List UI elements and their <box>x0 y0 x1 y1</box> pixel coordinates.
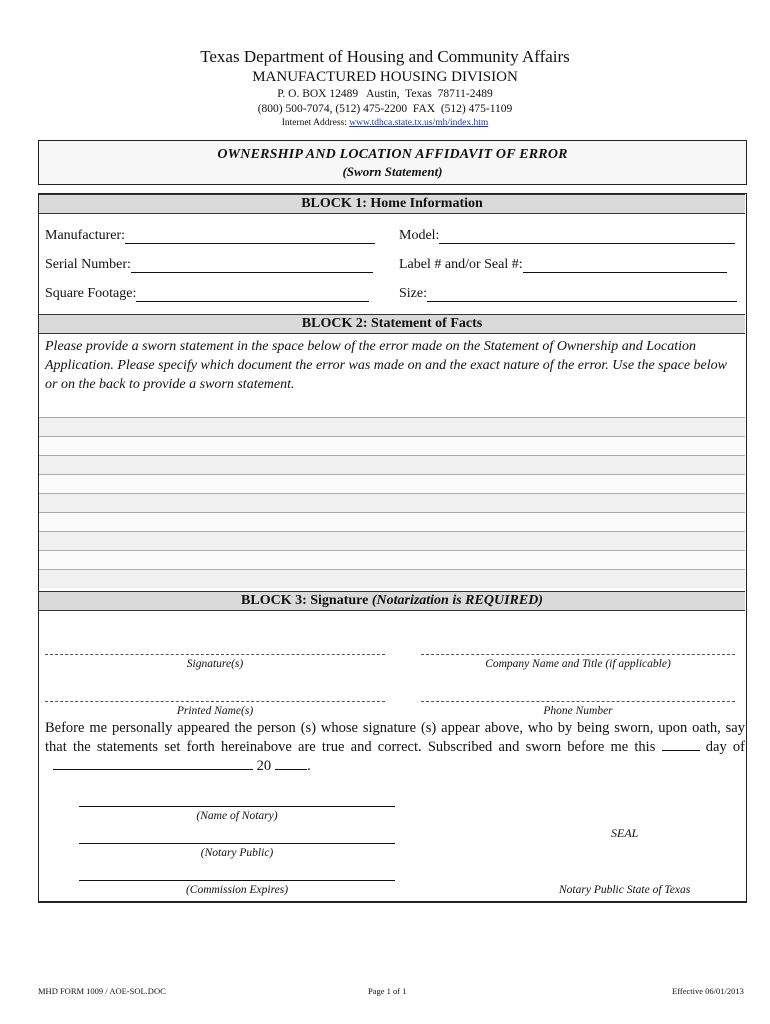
year-blank[interactable] <box>275 758 307 770</box>
day-blank[interactable] <box>662 739 700 751</box>
division-name: MANUFACTURED HOUSING DIVISION <box>252 69 518 85</box>
label-seal-label: Label # and/or Seal #: <box>399 257 523 272</box>
notary-public-line[interactable] <box>79 843 395 844</box>
seal-label: SEAL <box>611 826 639 840</box>
size-label: Size: <box>399 286 427 301</box>
signature-caption: Signature(s) <box>186 658 244 670</box>
writing-line[interactable] <box>39 493 745 512</box>
notary-name-caption: (Name of Notary) <box>196 810 278 822</box>
footer-effective-date: Effective 06/01/2013 <box>672 986 744 996</box>
writing-line[interactable] <box>39 436 745 455</box>
company-caption: Company Name and Title (if applicable) <box>485 658 671 670</box>
size-field[interactable] <box>399 286 737 302</box>
writing-line[interactable] <box>39 417 745 436</box>
serial-label: Serial Number: <box>45 257 131 272</box>
internet-address <box>0 117 770 130</box>
printed-name-caption: Printed Name(s) <box>176 705 254 717</box>
model-input[interactable] <box>439 230 735 244</box>
writing-line[interactable] <box>39 550 745 569</box>
month-blank[interactable] <box>53 758 253 770</box>
statement-writing-area[interactable] <box>39 417 745 588</box>
writing-line[interactable] <box>39 512 745 531</box>
model-field[interactable] <box>399 228 735 244</box>
phone-number-caption: Phone Number <box>543 705 613 717</box>
commission-expires-line[interactable] <box>79 880 395 881</box>
signature-line[interactable] <box>45 654 385 655</box>
notary-state-label: Notary Public State of Texas <box>559 884 691 896</box>
manufacturer-input[interactable] <box>125 230 375 244</box>
serial-input[interactable] <box>131 259 373 273</box>
label-seal-input[interactable] <box>523 259 727 273</box>
notary-public-caption: (Notary Public) <box>200 847 274 859</box>
form-title: OWNERSHIP AND LOCATION AFFIDAVIT OF ERROR <box>217 147 568 162</box>
writing-line[interactable] <box>39 474 745 493</box>
manufacturer-field[interactable] <box>45 228 375 244</box>
label-seal-field[interactable] <box>399 257 727 273</box>
oath-year-label: 20 <box>256 758 272 774</box>
square-footage-input[interactable] <box>136 288 369 302</box>
company-title-line[interactable] <box>421 654 735 655</box>
square-footage-label: Square Footage: <box>45 286 137 301</box>
block1-header: BLOCK 1: Home Information <box>39 194 745 214</box>
footer-page-number: Page 1 of 1 <box>368 986 407 996</box>
block3-title: BLOCK 3: Signature <box>241 593 372 608</box>
oath-end: . <box>307 758 311 774</box>
form-title-box <box>38 140 747 185</box>
manufacturer-label: Manufacturer: <box>45 228 126 243</box>
phone-numbers: (800) 500-7074, (512) 475-2200 FAX (512) 475-1109 <box>257 103 513 115</box>
model-label: Model: <box>399 228 440 243</box>
writing-line[interactable] <box>39 531 745 550</box>
letterhead <box>0 46 770 130</box>
size-input[interactable] <box>427 288 737 302</box>
phone-number-line[interactable] <box>421 701 735 702</box>
oath-day-label: day <box>705 739 727 755</box>
notary-name-line[interactable] <box>79 806 395 807</box>
block3-header <box>39 591 745 611</box>
writing-line[interactable] <box>39 569 745 588</box>
footer-form-id: MHD FORM 1009 / AOE-SOL.DOC <box>38 986 166 996</box>
oath-text: Before me personally appeared the person (s) whose signature (s) appear above, who by being sworn, upon oath, say that the statements set forth hereinabove are true and correct. Subscribed and sworn before me this <box>45 720 745 755</box>
block2-header: BLOCK 2: Statement of Facts <box>39 314 745 334</box>
writing-line[interactable] <box>39 455 745 474</box>
mailing-address: P. O. BOX 12489 Austin, Texas 78711-2489 <box>277 88 493 100</box>
oath-of-label: of <box>732 739 745 755</box>
form-subtitle: (Sworn Statement) <box>342 164 443 179</box>
notarization-note: (Notarization is REQUIRED) <box>371 593 543 608</box>
agency-name: Texas Department of Housing and Community Affairs <box>200 47 570 66</box>
internet-label: Internet Address: <box>281 118 347 128</box>
commission-expires-caption: (Commission Expires) <box>185 884 289 896</box>
form-body <box>38 193 747 903</box>
square-footage-field[interactable] <box>45 286 369 302</box>
website-link[interactable]: www.tdhca.state.tx.us/mh/index.htm <box>349 118 489 128</box>
oath-statement <box>45 719 745 776</box>
printed-name-line[interactable] <box>45 701 385 702</box>
serial-field[interactable] <box>45 257 373 273</box>
statement-instructions: Please provide a sworn statement in the space below of the error made on the Statement of Ownership and Location Application. Please specify which document the error was made on and the exact nature of the error. Use the space below or on the back to provide a sworn statement. <box>45 339 727 392</box>
